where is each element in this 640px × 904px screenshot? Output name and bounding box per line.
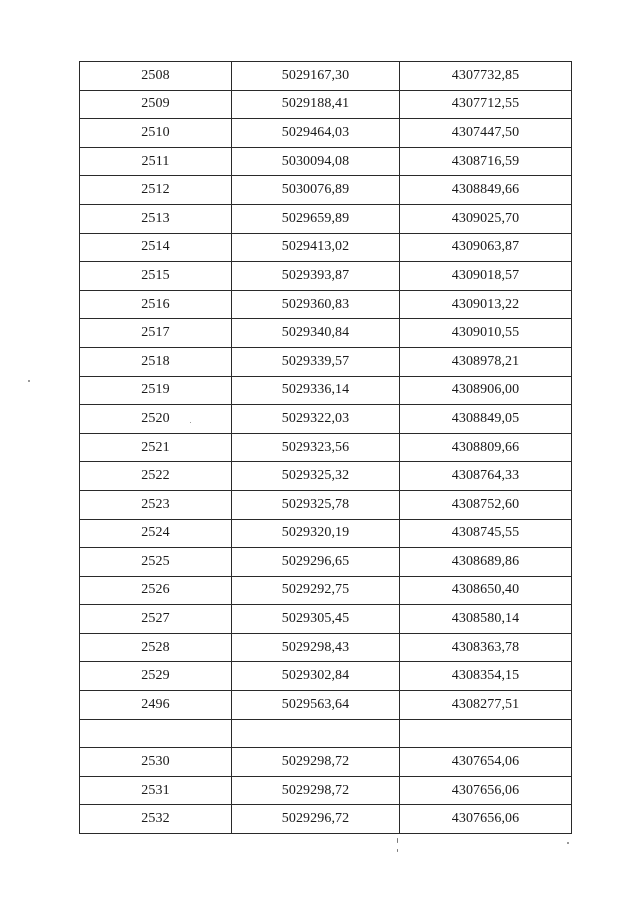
point-number-cell: 2531 — [80, 776, 232, 805]
point-number-cell: 2523 — [80, 490, 232, 519]
y-coordinate-cell: 4308716,59 — [400, 147, 572, 176]
table-row — [80, 633, 572, 662]
x-coordinate-cell: 5029292,75 — [232, 576, 400, 605]
scan-speck — [190, 422, 191, 423]
y-coordinate-cell: 4308809,66 — [400, 433, 572, 462]
x-coordinate-cell: 5029413,02 — [232, 233, 400, 262]
x-coordinate-cell: 5029340,84 — [232, 319, 400, 348]
point-number-cell: 2496 — [80, 691, 232, 720]
table-row — [80, 376, 572, 405]
point-number-cell: 2521 — [80, 433, 232, 462]
table-row — [80, 719, 572, 748]
point-number-cell: 2520 — [80, 405, 232, 434]
x-coordinate-cell: 5029298,43 — [232, 633, 400, 662]
point-number-cell: 2511 — [80, 147, 232, 176]
table-row — [80, 691, 572, 720]
point-number-cell: 2514 — [80, 233, 232, 262]
table-row — [80, 319, 572, 348]
x-coordinate-cell: 5029393,87 — [232, 262, 400, 291]
point-number-cell: 2510 — [80, 119, 232, 148]
y-coordinate-cell: 4307656,06 — [400, 776, 572, 805]
table-row — [80, 62, 572, 91]
y-coordinate-cell: 4308650,40 — [400, 576, 572, 605]
point-number-cell: 2532 — [80, 805, 232, 834]
point-number-cell: 2527 — [80, 605, 232, 634]
y-coordinate-cell: 4308978,21 — [400, 347, 572, 376]
table-row — [80, 605, 572, 634]
point-number-cell: 2526 — [80, 576, 232, 605]
y-coordinate-cell: 4307656,06 — [400, 805, 572, 834]
table-row — [80, 748, 572, 777]
point-number-cell: 2516 — [80, 290, 232, 319]
y-coordinate-cell: 4309025,70 — [400, 204, 572, 233]
x-coordinate-cell: 5029167,30 — [232, 62, 400, 91]
table-row — [80, 576, 572, 605]
point-number-cell: 2517 — [80, 319, 232, 348]
x-coordinate-cell: 5029302,84 — [232, 662, 400, 691]
table-row — [80, 405, 572, 434]
y-coordinate-cell: 4308277,51 — [400, 691, 572, 720]
scan-speck — [397, 849, 398, 852]
x-coordinate-cell: 5030094,08 — [232, 147, 400, 176]
y-coordinate-cell: 4309063,87 — [400, 233, 572, 262]
table-row — [80, 490, 572, 519]
table-row — [80, 262, 572, 291]
table-row — [80, 805, 572, 834]
point-number-cell: 2524 — [80, 519, 232, 548]
x-coordinate-cell — [232, 719, 400, 748]
table-row — [80, 176, 572, 205]
y-coordinate-cell: 4308849,66 — [400, 176, 572, 205]
table-row — [80, 119, 572, 148]
x-coordinate-cell: 5029360,83 — [232, 290, 400, 319]
x-coordinate-cell: 5029298,72 — [232, 776, 400, 805]
point-number-cell: 2530 — [80, 748, 232, 777]
table-row — [80, 204, 572, 233]
point-number-cell: 2512 — [80, 176, 232, 205]
x-coordinate-cell: 5029563,64 — [232, 691, 400, 720]
scan-speck — [567, 842, 569, 844]
point-number-cell: 2515 — [80, 262, 232, 291]
point-number-cell: 2525 — [80, 548, 232, 577]
point-number-cell: 2529 — [80, 662, 232, 691]
y-coordinate-cell: 4308363,78 — [400, 633, 572, 662]
y-coordinate-cell: 4308906,00 — [400, 376, 572, 405]
point-number-cell: 2509 — [80, 90, 232, 119]
scan-speck — [28, 380, 30, 382]
x-coordinate-cell: 5029298,72 — [232, 748, 400, 777]
y-coordinate-cell — [400, 719, 572, 748]
x-coordinate-cell: 5029659,89 — [232, 204, 400, 233]
table-row — [80, 433, 572, 462]
y-coordinate-cell: 4308764,33 — [400, 462, 572, 491]
point-number-cell: 2518 — [80, 347, 232, 376]
x-coordinate-cell: 5029336,14 — [232, 376, 400, 405]
x-coordinate-cell: 5029188,41 — [232, 90, 400, 119]
table-row — [80, 90, 572, 119]
y-coordinate-cell: 4307654,06 — [400, 748, 572, 777]
y-coordinate-cell: 4307732,85 — [400, 62, 572, 91]
table-row — [80, 147, 572, 176]
x-coordinate-cell: 5029320,19 — [232, 519, 400, 548]
y-coordinate-cell: 4309018,57 — [400, 262, 572, 291]
y-coordinate-cell: 4308580,14 — [400, 605, 572, 634]
point-number-cell: 2513 — [80, 204, 232, 233]
y-coordinate-cell: 4308745,55 — [400, 519, 572, 548]
y-coordinate-cell: 4307712,55 — [400, 90, 572, 119]
x-coordinate-cell: 5029325,32 — [232, 462, 400, 491]
x-coordinate-cell: 5029323,56 — [232, 433, 400, 462]
point-number-cell: 2528 — [80, 633, 232, 662]
x-coordinate-cell: 5029325,78 — [232, 490, 400, 519]
point-number-cell: 2519 — [80, 376, 232, 405]
y-coordinate-cell: 4307447,50 — [400, 119, 572, 148]
scan-speck — [397, 838, 398, 843]
coordinates-table — [79, 61, 572, 834]
y-coordinate-cell: 4309010,55 — [400, 319, 572, 348]
x-coordinate-cell: 5029305,45 — [232, 605, 400, 634]
x-coordinate-cell: 5029296,65 — [232, 548, 400, 577]
x-coordinate-cell: 5029322,03 — [232, 405, 400, 434]
coordinates-table-body — [80, 62, 572, 834]
x-coordinate-cell: 5029296,72 — [232, 805, 400, 834]
table-row — [80, 347, 572, 376]
y-coordinate-cell: 4308849,05 — [400, 405, 572, 434]
x-coordinate-cell: 5029464,03 — [232, 119, 400, 148]
x-coordinate-cell: 5029339,57 — [232, 347, 400, 376]
table-row — [80, 462, 572, 491]
y-coordinate-cell: 4308752,60 — [400, 490, 572, 519]
point-number-cell: 2508 — [80, 62, 232, 91]
table-row — [80, 776, 572, 805]
table-row — [80, 233, 572, 262]
table-row — [80, 290, 572, 319]
y-coordinate-cell: 4309013,22 — [400, 290, 572, 319]
table-row — [80, 662, 572, 691]
x-coordinate-cell: 5030076,89 — [232, 176, 400, 205]
y-coordinate-cell: 4308689,86 — [400, 548, 572, 577]
table-row — [80, 548, 572, 577]
point-number-cell — [80, 719, 232, 748]
point-number-cell: 2522 — [80, 462, 232, 491]
table-row — [80, 519, 572, 548]
y-coordinate-cell: 4308354,15 — [400, 662, 572, 691]
